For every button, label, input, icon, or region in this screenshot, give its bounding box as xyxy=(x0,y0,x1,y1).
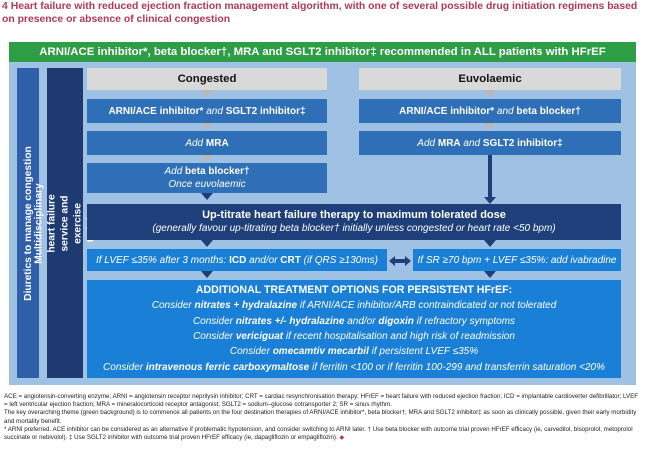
drug-mra: MRA xyxy=(205,137,229,149)
figure-number: 4 xyxy=(2,1,8,12)
lvef-condition: If LVEF ≤35% after 3 months: xyxy=(95,254,230,266)
add-text: Add xyxy=(417,137,438,149)
option-drug: vericiguat xyxy=(235,331,284,343)
congested-step-1 xyxy=(87,99,327,123)
once-euvolaemic-note: Once euvolaemic xyxy=(168,179,246,190)
congested-step-3 xyxy=(87,163,327,193)
arrow-down-icon xyxy=(201,193,213,200)
arrow-down-icon xyxy=(201,240,213,247)
connector-line xyxy=(488,155,492,198)
option-condition: if ferritin <100 or if ferritin 100-299 and transferrin saturation <20% xyxy=(309,361,605,373)
drug-mra: MRA xyxy=(437,137,461,149)
consider-text: Consider xyxy=(229,346,273,358)
end-diamond-icon: ◆ xyxy=(339,434,345,442)
and-or-text: and/or xyxy=(344,315,379,327)
arrow-down-icon xyxy=(201,271,213,278)
drug-arni: ARNI/ACE inhibitor* xyxy=(399,105,495,117)
additional-options-box xyxy=(87,280,621,378)
option-condition: if refractory symptoms xyxy=(413,315,516,327)
drug-sglt2: SGLT2 inhibitor‡ xyxy=(225,105,306,117)
consider-text: Consider xyxy=(192,315,236,327)
double-arrow-icon xyxy=(389,254,411,266)
recommendation-banner: ARNI/ACE inhibitor*, beta blocker†, MRA and SGLT2 inhibitor‡ recommended in ALL patients with HFrEF xyxy=(9,42,636,62)
consider-text: Consider xyxy=(193,331,236,343)
uptitrate-box xyxy=(87,204,621,240)
abbreviations: ACE = angiotensin-converting enzyme; ARNI = angiotensin receptor neprilysin inhibitor; CRT = cardiac resynchronisation therapy; HFrEF = heart failure with reduced ejection fraction; ICD = implantable cardioverter defibrillator; LVEF = left ventricular ejection fraction; MRA = mineralocorticoid receptor antagonist; SGLT2 = sodium–glucose cotransporter 2; SR = sinus rhythm. xyxy=(4,393,639,409)
option-drug: omecamtiv mecarbil xyxy=(272,346,369,358)
option-condition: if recent hospitalisation and high risk of readmission xyxy=(283,331,515,343)
figure-title xyxy=(2,1,642,26)
arrow-down-icon xyxy=(484,123,496,130)
arrow-down-icon xyxy=(484,197,496,204)
icd-crt-box xyxy=(87,249,387,271)
arrow-down-icon xyxy=(201,123,213,130)
and-text: and xyxy=(203,105,226,117)
and-text: and xyxy=(494,105,517,117)
multidisciplinary-label: Multidisciplinary heart failure service and exercise xyxy=(33,182,84,264)
uptitrate-note: (generally favour up-titrating beta blocker† initially unless congested or heart rate <50 bpm) xyxy=(152,223,556,234)
congested-step-2 xyxy=(87,131,327,155)
uptitrate-heading: Up-titrate heart failure therapy to maximum tolerated dose xyxy=(202,209,506,221)
option-condition: if ARNI/ACE inhibitor/ARB contraindicated or not tolerated xyxy=(297,300,557,312)
drug-beta-blocker: beta blocker† xyxy=(185,166,250,177)
icd-label: ICD xyxy=(229,254,247,266)
option-row xyxy=(152,299,557,312)
diuretics-label: Diuretics to manage congestion xyxy=(22,145,34,301)
congested-header: Congested xyxy=(87,68,327,90)
drug-notes-text: * ARNI preferred. ACE inhibitor can be considered as an alternative if problematic hypotension, and consider switching to ARNI later. † Use beta blocker with outcome trial proven HFrEF efficacy (ie, carvedilol, bisoprolol, metoprolol succinate or nebivolol). ‡ Use SGLT2 inhibitor with outcome trial proven HFrEF efficacy (ie, dapagliflozin or empagliflozin). xyxy=(4,425,633,442)
add-text: Add xyxy=(185,137,206,149)
option-row xyxy=(103,361,605,374)
multidisciplinary-bar xyxy=(33,68,84,378)
crt-label: CRT xyxy=(280,254,301,266)
consider-text: Consider xyxy=(151,300,195,312)
option-drug: intravenous ferric carboxymaltose xyxy=(145,361,310,373)
add-text: Add xyxy=(164,166,186,177)
drug-arni: ARNI/ACE inhibitor* xyxy=(108,105,204,117)
qrs-condition: (if QRS ≥130ms) xyxy=(300,254,379,266)
and-text: and xyxy=(460,137,483,149)
arrow-down-icon xyxy=(484,271,496,278)
arrow-down-icon xyxy=(201,155,213,162)
arrow-down-icon xyxy=(484,240,496,247)
theme-note: The key overarching theme (green background) is to commence all patients on the four destination therapies of ARNI/ACE inhibitor*, beta blocker†, MRA and SGLT2 inhibitor‡ as soon as clinically possible, given their early morbidity and mortality benefit. xyxy=(4,409,637,425)
ivabradine-box xyxy=(413,249,621,271)
option-drug: nitrates + hydralazine xyxy=(194,300,298,312)
figure-title-text: Heart failure with reduced ejection fraction management algorithm, with one of several possible drug initiation regimens based on presence or absence of clinical congestion xyxy=(2,1,638,25)
option-condition: if persistent LVEF ≤35% xyxy=(368,346,479,358)
ivabradine-text: If SR ≥70 bpm + LVEF ≤35%: add ivabradine xyxy=(417,254,617,266)
arrow-down-icon xyxy=(484,90,496,97)
option-drug: digoxin xyxy=(378,315,414,327)
option-row xyxy=(193,315,515,328)
and-or-text: and/or xyxy=(246,254,281,266)
euvolaemic-header: Euvolaemic xyxy=(359,68,621,90)
option-drug: nitrates +/- hydralazine xyxy=(235,315,345,327)
option-row xyxy=(230,345,478,358)
footnotes xyxy=(4,393,641,442)
euvolaemic-step-1 xyxy=(359,99,621,123)
drug-notes xyxy=(4,426,641,442)
arrow-down-icon xyxy=(201,90,213,97)
option-row xyxy=(193,330,515,343)
additional-heading: ADDITIONAL TREATMENT OPTIONS FOR PERSISTENT HFrEF: xyxy=(195,284,513,297)
consider-text: Consider xyxy=(103,361,146,373)
euvolaemic-step-2 xyxy=(359,131,621,155)
drug-sglt2: SGLT2 inhibitor‡ xyxy=(482,137,563,149)
drug-beta-blocker: beta blocker† xyxy=(516,105,581,117)
